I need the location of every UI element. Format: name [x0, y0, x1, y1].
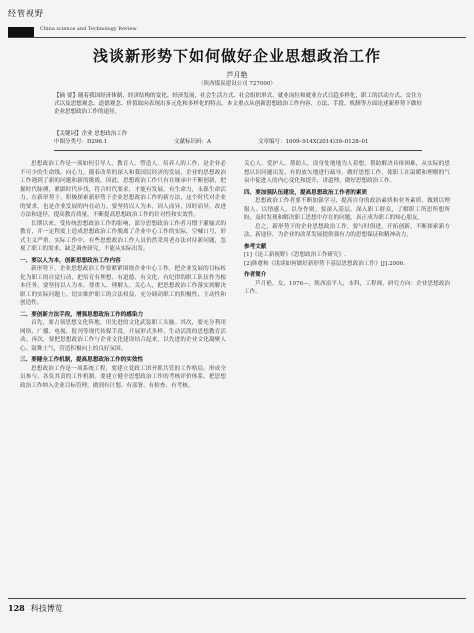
- paragraph: [2]韩愈和《浅谈如何做好新形势下基层思想政治工作》[J].2006.: [244, 260, 405, 267]
- journal-english-name: China science and Technology Review: [40, 26, 137, 32]
- right-text-column: [244, 160, 450, 590]
- page-footer: [8, 603, 63, 614]
- article-title: 浅谈新形势下如何做好企业思想政治工作: [92, 47, 381, 65]
- paragraph: 二、要创新方法手段，增强思想政治工作的感染力: [20, 311, 144, 318]
- running-header: [8, 8, 137, 32]
- paragraph: 首先，要占领思想文化阵地，用先进的文化武装职工头脑。其次，要充分利用网络、广播、电视、报刊等现代传媒手段，开展形式多样、生动活泼的思想教育活动。再次，要把思想政治工作与企业文化建设结合起来，以先进的企业文化凝聚人心、鼓舞士气，营造积极向上的良好氛围。: [20, 320, 226, 352]
- classification-number: 中图分类号：D296.1: [54, 139, 108, 145]
- paragraph: 思想政治工作是一项系统工程，要建立党政工团齐抓共管的工作格局，形成全员参与、各负其责的工作机制。要建立健全思想政治工作的考核评价体系，把思想政治工作纳入企业目标管理，做到有计划、有部署、有检查、有考核。: [20, 365, 226, 389]
- author-affiliation: （陕西煤炭建设公司 727000）: [198, 81, 276, 87]
- paragraph: 思想政治工作是一项如何引导人、教育人、塑造人、培养人的工作，是企业必不可少的生命线。向心力，随着改革的深入和我国民经济的发展，企业的思想政治工作遇到了新的问题和新的挑战。因此，思想政治工作只有在继承中不断创新，把握时代脉搏，紧跟时代步伐，符合时代要求，才能有发展，有生命力，永葆生命活力。在新形势下，积极探索新形势下企业思想政治工作的新方法，这个时代对企业的要求，也是企业发展的内在动力。要坚持以人为本，因人而异，因时而异，改进方法和途径，提高教育质量，不断提高思想政治工作的针对性和实效性。: [20, 161, 226, 218]
- paragraph: 新形势下，企业思想政治工作要紧紧围绕企业中心工作，把企业发展的目标转化为职工的自觉行动，把培育有理想、有道德、有文化、有纪律的职工队伍作为根本任务。要坚持以人为本，尊重人、理解人、关心人，把思想政治工作落实到解决职工的实际问题上，切实维护职工的合法权益，充分调动职工的积极性、主动性和创造性。: [20, 266, 226, 306]
- keywords: 【关键词】企业 思想政治工作: [54, 131, 128, 137]
- journal-name: 科技博览: [30, 604, 63, 613]
- paragraph: 关心人、爱护人、帮助人，设身处地地为人着想，帮助解决具体困难，从实际的思想认识问题出发，有的放矢地进行疏导，做好思想工作，使职工在温暖和理解的气氛中促进人的内心变化和提升，讲道理，做好思想政治工作。: [244, 161, 450, 184]
- paragraph: 作者简介: [244, 272, 267, 278]
- paragraph: 思想政治工作者要不断加强学习，提高自身的政治素质和业务素质，做到以理服人、以情感人、以身作则。要深入基层、深入职工群众，了解职工所思所想所盼，及时发现和解决职工思想中存在的问题，真正成为职工的知心朋友。: [244, 198, 450, 221]
- header-bar: [8, 27, 34, 37]
- abstract-rule: [54, 150, 422, 151]
- paragraph: 总之，新形势下的企业思想政治工作，要与时俱进，开拓创新，不断探索新方法、新途径，为企业的改革发展提供强有力的思想保证和精神动力。: [244, 223, 450, 238]
- author-name: 芦月艳: [226, 71, 248, 79]
- paragraph: [1]《论工新视野》《思想政治工作研究》.: [244, 252, 346, 258]
- header-rule: [8, 37, 466, 38]
- document-code: 文献标识码：A: [174, 139, 211, 145]
- paragraph: 三、要健全工作机制，提高思想政治工作的实效性: [20, 357, 144, 363]
- paragraph: 芦月艳，女，1976—，陕西富平人，本科，工程师，研究方向：企业思想政治工作。: [244, 280, 450, 295]
- paragraph: 四、要加强队伍建设，提高思想政治工作者的素质: [244, 189, 368, 196]
- abstract: 【摘 要】随着我国经济体制、经济结构的变化、经济发展，社会生活方式、社会组织形式、就业岗位和就业方式日趋多样化，职工的活动方式、交往方式以及思想观念、道德观念、价值取向表现出多元化和多样化的特点。本文重点从创新思想政治工作内容、方法、手段、机制等方面论述新形势下做好企业思想政治工作的途径。: [54, 93, 422, 115]
- left-text-column: [20, 160, 226, 590]
- article-number: 文章编号：1009–914X(2014)39–0128–01: [258, 139, 369, 145]
- footer-rule: [8, 598, 466, 599]
- section-label: 经管视野: [8, 9, 44, 18]
- paragraph: 长期以来，受传统思想政治工作的影响，部分思想政治工作者习惯于灌输式的教育，并一定程度上造成思想政治工作脱离了企业中心工作的实际，空喊口号，形式主义严重。实际工作中，有些思想政治工作人员仍然采用老办法对待新问题，忽视了职工的需求，缺乏调查研究，不能从实际出发。: [20, 220, 226, 252]
- paragraph: 一、要以人为本，创新思想政治工作内容: [20, 257, 121, 264]
- paragraph: 参考文献: [244, 243, 267, 250]
- page-number: 128: [8, 603, 25, 613]
